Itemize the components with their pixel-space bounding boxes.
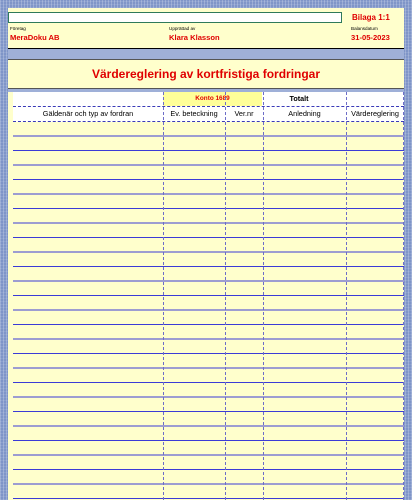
- author-cell[interactable]: [169, 25, 344, 47]
- date-label: Balansdatum: [351, 26, 378, 31]
- document-header: [8, 25, 404, 47]
- company-cell[interactable]: [10, 25, 166, 47]
- worksheet: [8, 8, 404, 500]
- attachment-label: Bilaga 1:1: [344, 12, 404, 34]
- column-divider: [163, 92, 164, 500]
- blank-cell[interactable]: [13, 92, 163, 106]
- column-divider: [263, 92, 264, 500]
- account-number-cell[interactable]: Konto 1689: [163, 92, 262, 106]
- column-header-debtor: Gäldenär och typ av fordran: [42, 109, 134, 118]
- author-value: Klara Klasson: [169, 33, 220, 42]
- column-header-adjustment: Värdereglering: [351, 109, 399, 118]
- date-value: 31-05-2023: [351, 33, 390, 42]
- author-label: Upprättad av: [169, 26, 196, 31]
- page-title: Värdereglering av kortfristiga fordringar: [8, 59, 404, 89]
- spacer: [8, 49, 404, 59]
- column-divider: [346, 92, 347, 500]
- column-divider: [403, 92, 404, 500]
- company-label: Företag: [10, 26, 26, 31]
- total-cell[interactable]: Totalt: [262, 92, 404, 106]
- column-divider: [225, 92, 226, 500]
- company-value: MeraDoku AB: [10, 33, 60, 42]
- column-header-designation: Ev. beteckning: [170, 109, 218, 118]
- column-header-voucher: Ver.nr: [234, 109, 254, 118]
- date-cell[interactable]: [351, 25, 404, 47]
- column-header-reason: Anledning: [288, 109, 321, 118]
- receivables-table: [13, 92, 404, 500]
- formula-input-field[interactable]: [8, 12, 342, 23]
